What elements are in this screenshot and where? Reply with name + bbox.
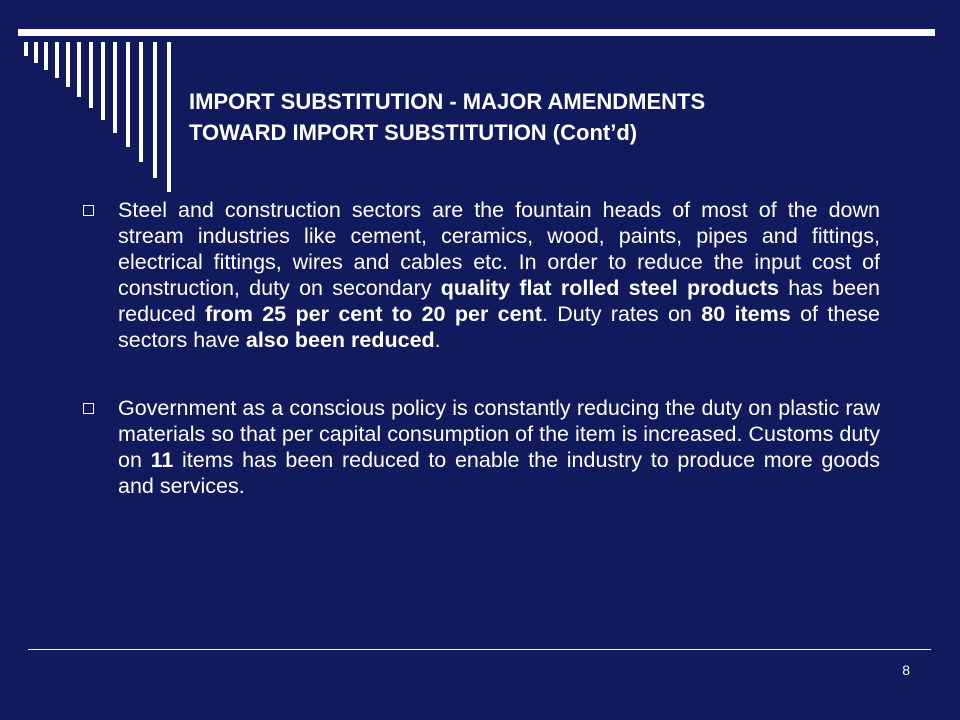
slide-content [80, 197, 880, 541]
bullet-item-2 [80, 395, 880, 499]
top-rule [18, 29, 935, 36]
bottom-rule [28, 649, 931, 650]
title-line-1: IMPORT SUBSTITUTION - MAJOR AMENDMENTS [189, 89, 706, 114]
bullet-1-bold-0: quality flat rolled steel products [440, 276, 779, 300]
bullet-item-1 [80, 197, 880, 353]
bullet-1-bold-3: also been reduced [245, 328, 435, 352]
bullet-1-text-4: . [434, 328, 441, 352]
bullet-1-text-1: has been reduced [118, 276, 880, 326]
square-bullet-icon [83, 205, 94, 216]
bullet-2-text-1: items has been reduced to enable the industry to produce more goods and services. [118, 448, 881, 498]
bullet-1-text-3: of these sectors have [118, 302, 880, 352]
bullet-1-text-0: Steel and construction sectors are the fountain heads of most of the down stream industries like cement, ceramics, wood, paints, pipes and fittings, electrical fittings, wires and cables etc. In order to reduce the input cost of construction, duty on secondary [118, 198, 880, 300]
square-bullet-icon [83, 403, 94, 414]
bullet-1-bold-2: 80 items [701, 302, 791, 326]
title-line-2: TOWARD IMPORT SUBSTITUTION (Cont’d) [189, 120, 638, 145]
bullet-2-text-0: Government as a conscious policy is constantly reducing the duty on plastic raw materials so that per capital consumption of the item is increased. Customs duty on [118, 396, 880, 472]
bullet-2-bold-0: 11 [150, 448, 174, 472]
bullet-1-text-2: . Duty rates on [541, 302, 702, 326]
page-number: 8 [902, 662, 910, 678]
bullet-1-bold-1: from 25 per cent to 20 per cent [205, 302, 542, 326]
decorative-stripes [24, 42, 184, 192]
slide-title [189, 86, 909, 148]
